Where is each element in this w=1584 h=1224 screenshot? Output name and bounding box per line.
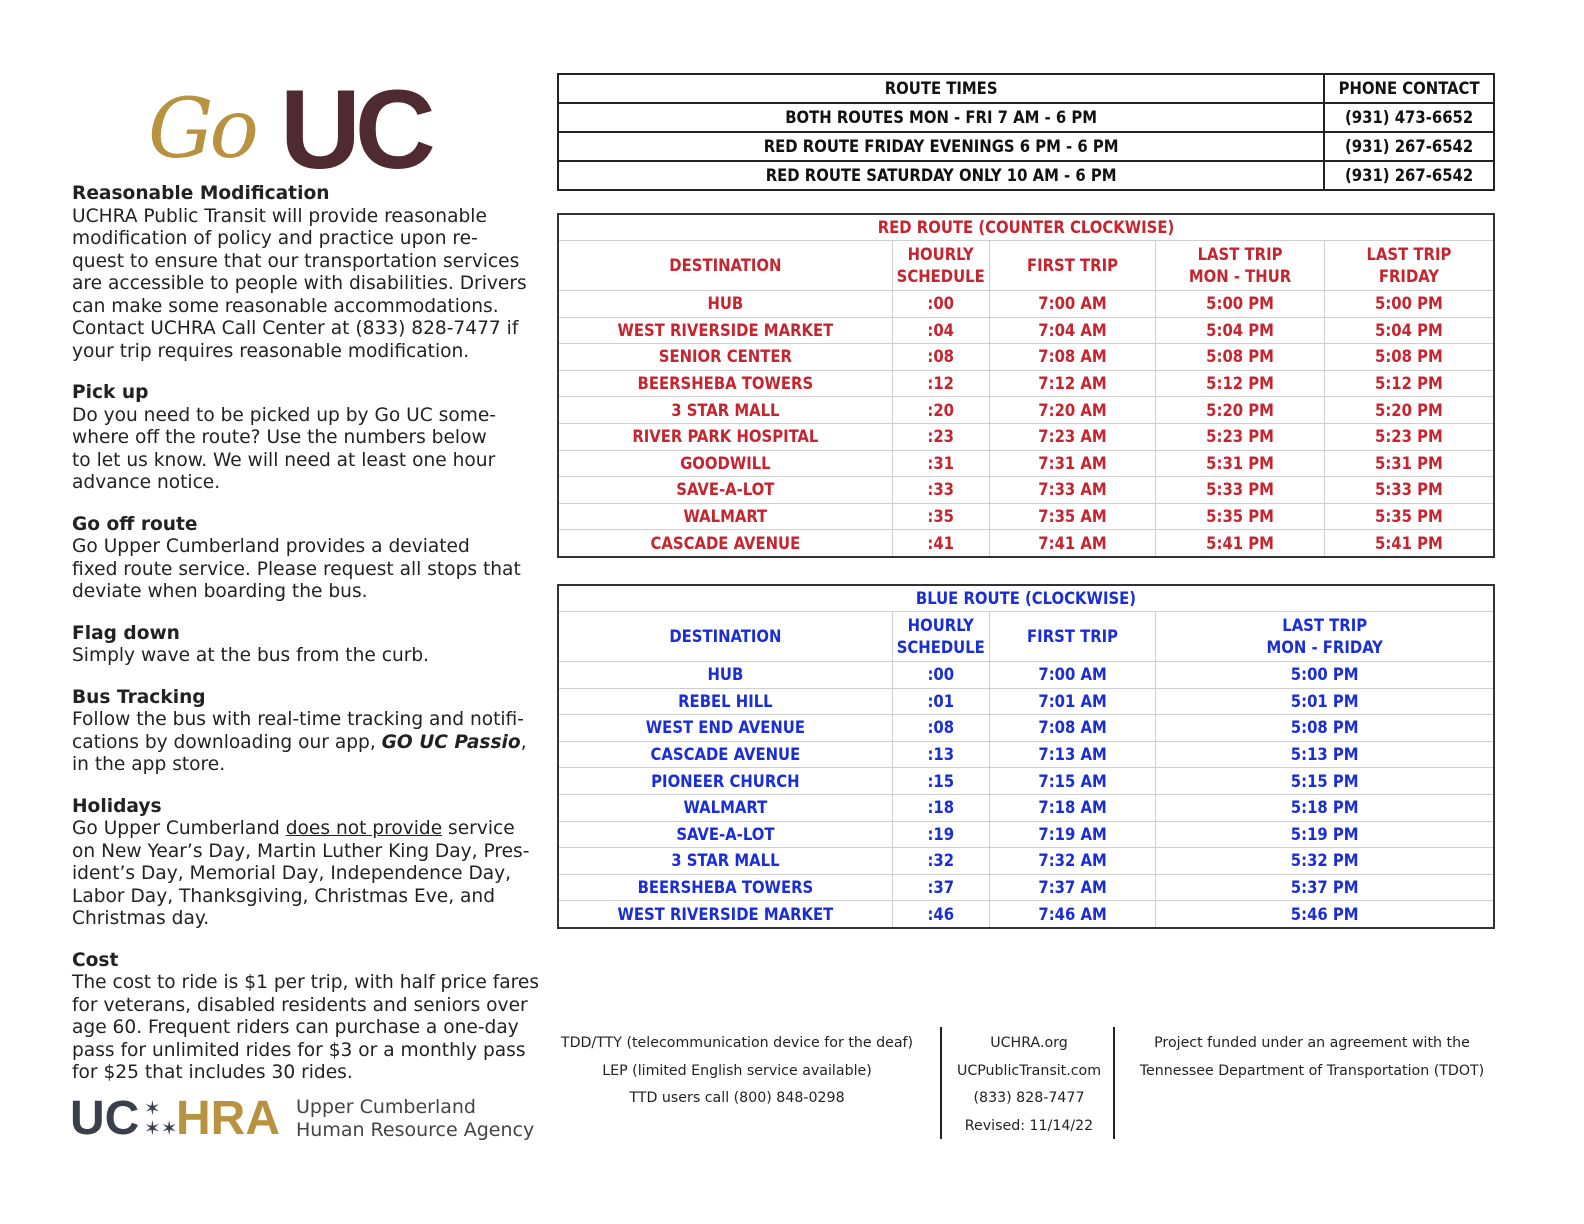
first-trip-cell: 7:33 AM	[989, 477, 1156, 504]
destination-cell: HUB	[558, 662, 892, 689]
hourly-cell: :33	[892, 477, 989, 504]
first-trip-cell: 7:37 AM	[989, 874, 1156, 901]
text-line: to let us know. We will need at least one hour	[72, 449, 496, 471]
section-title: Bus Tracking	[72, 686, 206, 708]
first-trip-cell: 7:13 AM	[989, 741, 1156, 768]
text-line: for veterans, disabled residents and seniors over	[72, 994, 528, 1016]
table-title-row	[558, 585, 1494, 612]
section-title: Reasonable Modification	[72, 183, 330, 204]
hourly-cell: :08	[892, 715, 989, 742]
header-route-times: ROUTE TIMES	[558, 74, 1324, 103]
footer-line: Project funded under an agreement with the	[1154, 1035, 1470, 1051]
last-trip-friday-cell: 5:20 PM	[1324, 397, 1494, 424]
last-trip-cell: 5:00 PM	[1156, 662, 1494, 689]
logo-uc: UC	[280, 67, 430, 192]
first-trip-cell: 7:19 AM	[989, 821, 1156, 848]
table-row	[558, 397, 1494, 424]
agency-name	[296, 1096, 534, 1142]
text-line: age 60. Frequent riders can purchase a one-day	[72, 1017, 519, 1038]
hourly-cell: :41	[892, 530, 989, 557]
section-title: Flag down	[72, 622, 180, 644]
section-title: Cost	[72, 949, 119, 971]
route-time-label: RED ROUTE SATURDAY ONLY 10 AM - 6 PM	[558, 161, 1324, 190]
header-line: HOURLY	[907, 615, 974, 635]
destination-cell: 3 STAR MALL	[558, 848, 892, 875]
text-line: Follow the bus with real-time tracking and notifi-	[72, 709, 524, 730]
header-phone-contact: PHONE CONTACT	[1324, 74, 1494, 103]
first-trip-cell: 7:15 AM	[989, 768, 1156, 795]
text-line: Contact UCHRA Call Center at (833) 828-7477 if	[72, 318, 519, 339]
footer-line: Tennessee Department of Transportation (TDOT)	[1139, 1062, 1485, 1079]
header-line: SCHEDULE	[896, 637, 985, 657]
last-trip-cell: 5:08 PM	[1156, 715, 1494, 742]
header-last-trip-friday	[1324, 241, 1494, 291]
first-trip-cell: 7:08 AM	[989, 344, 1156, 371]
destination-cell: WALMART	[558, 794, 892, 821]
hourly-cell: :00	[892, 291, 989, 318]
text-line: on New Year’s Day, Martin Luther King Day, Pres-	[72, 840, 530, 862]
table-row	[558, 530, 1494, 557]
first-trip-cell: 7:04 AM	[989, 317, 1156, 344]
gouc-logo	[148, 67, 488, 192]
table-row	[558, 794, 1494, 821]
footer-phone[interactable]: (833) 828-7477	[973, 1090, 1085, 1106]
table-row	[558, 161, 1494, 190]
section-title: Pick up	[72, 382, 149, 403]
table-row	[558, 874, 1494, 901]
footer-accessibility	[556, 1030, 918, 1113]
last-trip-cell: 5:37 PM	[1156, 874, 1494, 901]
uchra-hra: HRA	[176, 1092, 280, 1145]
header-last-trip-mon-thur	[1156, 241, 1325, 291]
destination-cell: SENIOR CENTER	[558, 344, 892, 371]
logo-go: Go	[148, 82, 255, 177]
hourly-cell: :19	[892, 821, 989, 848]
text-line: are accessible to people with disabilities. Drivers	[72, 273, 527, 294]
hourly-cell: :20	[892, 397, 989, 424]
text-line: pass for unlimited rides for $3 or a monthly pass	[72, 1039, 526, 1061]
header-hourly-schedule	[892, 241, 989, 291]
section-body	[72, 645, 542, 668]
last-trip-friday-cell: 5:35 PM	[1324, 503, 1494, 530]
header-line: LAST TRIP	[1366, 244, 1452, 264]
hourly-cell: :23	[892, 423, 989, 450]
text-line: for $25 that includes 30 rides.	[72, 1062, 353, 1083]
table-row	[558, 503, 1494, 530]
hourly-cell: :08	[892, 344, 989, 371]
first-trip-cell: 7:31 AM	[989, 450, 1156, 477]
header-line: FRIDAY	[1378, 266, 1439, 286]
table-row	[558, 291, 1494, 318]
header-first-trip: FIRST TRIP	[989, 241, 1156, 291]
first-trip-cell: 7:32 AM	[989, 848, 1156, 875]
text-line: quest to ensure that our transportation services	[72, 250, 520, 272]
table-row	[558, 741, 1494, 768]
destination-cell: 3 STAR MALL	[558, 397, 892, 424]
text-line: UCHRA Public Transit will provide reasonable	[72, 205, 487, 227]
hourly-cell: :18	[892, 794, 989, 821]
text-line: ,	[520, 731, 527, 753]
phone-number[interactable]: (931) 267-6542	[1324, 132, 1494, 161]
text-line: Go Upper Cumberland provides a deviated	[72, 536, 470, 557]
table-row	[558, 662, 1494, 689]
text-line: advance notice.	[72, 472, 221, 493]
section-bus-tracking	[72, 687, 542, 777]
destination-cell: BEERSHEBA TOWERS	[558, 874, 892, 901]
last-trip-cell: 5:01 PM	[1156, 688, 1494, 715]
uchra-logo	[70, 1094, 550, 1144]
last-trip-cell: 5:13 PM	[1156, 741, 1494, 768]
table-row	[558, 344, 1494, 371]
last-trip-friday-cell: 5:41 PM	[1324, 530, 1494, 557]
last-trip-cell: 5:23 PM	[1156, 423, 1325, 450]
last-trip-cell: 5:33 PM	[1156, 477, 1325, 504]
last-trip-cell: 5:12 PM	[1156, 370, 1325, 397]
last-trip-cell: 5:08 PM	[1156, 344, 1325, 371]
text-line: ident’s Day, Memorial Day, Independence Day,	[72, 863, 512, 884]
header-line: LAST TRIP	[1197, 244, 1283, 264]
table-row	[558, 768, 1494, 795]
route-time-label: BOTH ROUTES MON - FRI 7 AM - 6 PM	[558, 103, 1324, 132]
last-trip-cell: 5:35 PM	[1156, 503, 1325, 530]
first-trip-cell: 7:01 AM	[989, 688, 1156, 715]
app-name-link[interactable]: GO UC Passio	[381, 731, 521, 753]
last-trip-cell: 5:04 PM	[1156, 317, 1325, 344]
last-trip-cell: 5:20 PM	[1156, 397, 1325, 424]
footer-funding	[1134, 1030, 1490, 1085]
destination-cell: HUB	[558, 291, 892, 318]
table-row	[558, 477, 1494, 504]
red-route-table	[557, 213, 1495, 558]
footer-contact	[944, 1030, 1114, 1140]
hourly-cell: :37	[892, 874, 989, 901]
hourly-cell: :15	[892, 768, 989, 795]
header-hourly-schedule	[892, 612, 989, 662]
last-trip-cell: 5:41 PM	[1156, 530, 1325, 557]
section-body	[72, 536, 542, 604]
table-header-row	[558, 241, 1494, 291]
first-trip-cell: 7:00 AM	[989, 291, 1156, 318]
first-trip-cell: 7:08 AM	[989, 715, 1156, 742]
section-title: Go off route	[72, 513, 198, 535]
header-line: LAST TRIP	[1282, 615, 1368, 635]
text-line: service	[442, 818, 515, 839]
header-line: HOURLY	[907, 244, 974, 264]
last-trip-friday-cell: 5:12 PM	[1324, 370, 1494, 397]
text-line: fixed route service. Please request all stops that	[72, 558, 521, 580]
text-line: your trip requires reasonable modification.	[72, 340, 470, 362]
header-first-trip: FIRST TRIP	[989, 612, 1156, 662]
last-trip-cell: 5:46 PM	[1156, 901, 1494, 928]
website-link[interactable]: UCHRA.org	[990, 1035, 1068, 1051]
destination-cell: CASCADE AVENUE	[558, 530, 892, 557]
hourly-cell: :35	[892, 503, 989, 530]
footer-line: TTD users call (800) 848-0298	[629, 1090, 845, 1106]
section-reasonable-modification	[72, 183, 542, 363]
table-row	[558, 848, 1494, 875]
text-line: where off the route? Use the numbers below	[72, 427, 487, 448]
first-trip-cell: 7:35 AM	[989, 503, 1156, 530]
last-trip-friday-cell: 5:04 PM	[1324, 317, 1494, 344]
table-row	[558, 317, 1494, 344]
first-trip-cell: 7:41 AM	[989, 530, 1156, 557]
underlined-text: does not provide	[285, 818, 443, 839]
last-trip-friday-cell: 5:08 PM	[1324, 344, 1494, 371]
phone-number[interactable]: (931) 267-6542	[1324, 161, 1494, 190]
text-line: The cost to ride is $1 per trip, with half price fares	[72, 972, 540, 993]
table-row	[558, 423, 1494, 450]
blue-route-table	[557, 584, 1495, 929]
text-line: Do you need to be picked up by Go UC some-	[72, 404, 496, 426]
footer-divider	[1113, 1027, 1115, 1139]
table-row	[558, 688, 1494, 715]
header-line: MON - THUR	[1188, 266, 1292, 286]
table-row	[558, 132, 1494, 161]
last-trip-cell: 5:15 PM	[1156, 768, 1494, 795]
first-trip-cell: 7:20 AM	[989, 397, 1156, 424]
header-destination: DESTINATION	[558, 241, 892, 291]
destination-cell: CASCADE AVENUE	[558, 741, 892, 768]
route-times-table	[557, 73, 1495, 191]
last-trip-cell: 5:31 PM	[1156, 450, 1325, 477]
last-trip-friday-cell: 5:33 PM	[1324, 477, 1494, 504]
table-row	[558, 370, 1494, 397]
text-line: cations by downloading our app,	[72, 731, 382, 753]
last-trip-friday-cell: 5:23 PM	[1324, 423, 1494, 450]
hourly-cell: :13	[892, 741, 989, 768]
section-body	[72, 405, 542, 495]
phone-number[interactable]: (931) 473-6652	[1324, 103, 1494, 132]
footer-divider	[940, 1027, 942, 1139]
text-line: modification of policy and practice upon re-	[72, 228, 478, 249]
destination-cell: PIONEER CHURCH	[558, 768, 892, 795]
first-trip-cell: 7:00 AM	[989, 662, 1156, 689]
header-line: MON - FRIDAY	[1266, 637, 1383, 657]
destination-cell: WEST END AVENUE	[558, 715, 892, 742]
blue-route-title: BLUE ROUTE (CLOCKWISE)	[558, 585, 1494, 612]
section-body	[72, 818, 542, 931]
last-trip-cell: 5:32 PM	[1156, 848, 1494, 875]
destination-cell: WALMART	[558, 503, 892, 530]
text-line: Go Upper Cumberland	[72, 818, 286, 839]
text-line: deviate when boarding the bus.	[72, 581, 368, 602]
section-cost	[72, 950, 542, 1085]
last-trip-cell: 5:18 PM	[1156, 794, 1494, 821]
header-line: SCHEDULE	[896, 266, 985, 286]
table-row	[558, 901, 1494, 928]
hourly-cell: :31	[892, 450, 989, 477]
red-route-title: RED ROUTE (COUNTER CLOCKWISE)	[558, 214, 1494, 241]
text-line: in the app store.	[72, 754, 226, 775]
text-line: can make some reasonable accommodations.	[72, 295, 499, 317]
destination-cell: SAVE-A-LOT	[558, 477, 892, 504]
section-body	[72, 709, 542, 777]
header-destination: DESTINATION	[558, 612, 892, 662]
last-trip-cell: 5:19 PM	[1156, 821, 1494, 848]
footer-line: TDD/TTY (telecommunication device for the deaf)	[560, 1035, 914, 1051]
last-trip-friday-cell: 5:00 PM	[1324, 291, 1494, 318]
star-icon: ✶ ✶✶	[144, 1096, 178, 1140]
last-trip-cell: 5:00 PM	[1156, 291, 1325, 318]
agency-name-line: Upper Cumberland	[296, 1096, 476, 1118]
revised-date: Revised: 11/14/22	[964, 1117, 1094, 1134]
destination-cell: GOODWILL	[558, 450, 892, 477]
section-body	[72, 972, 542, 1085]
uchra-uc: UC	[70, 1092, 140, 1145]
footer-line: LEP (limited English service available)	[602, 1062, 872, 1079]
table-row	[558, 821, 1494, 848]
table-row	[558, 450, 1494, 477]
header-last-trip-mon-friday	[1156, 612, 1494, 662]
section-body	[72, 206, 542, 364]
destination-cell: SAVE-A-LOT	[558, 821, 892, 848]
section-flag-down	[72, 623, 542, 668]
hourly-cell: :00	[892, 662, 989, 689]
section-go-off-route	[72, 514, 542, 604]
hourly-cell: :01	[892, 688, 989, 715]
hourly-cell: :12	[892, 370, 989, 397]
text-line: Simply wave at the bus from the curb.	[72, 645, 430, 666]
route-time-label: RED ROUTE FRIDAY EVENINGS 6 PM - 6 PM	[558, 132, 1324, 161]
text-line: Christmas day.	[72, 908, 210, 929]
first-trip-cell: 7:46 AM	[989, 901, 1156, 928]
website-link[interactable]: UCPublicTransit.com	[956, 1062, 1102, 1079]
table-row	[558, 103, 1494, 132]
destination-cell: WEST RIVERSIDE MARKET	[558, 901, 892, 928]
text-line: Labor Day, Thanksgiving, Christmas Eve, and	[72, 885, 495, 907]
table-row	[558, 715, 1494, 742]
first-trip-cell: 7:23 AM	[989, 423, 1156, 450]
hourly-cell: :46	[892, 901, 989, 928]
agency-name-line: Human Resource Agency	[296, 1119, 535, 1141]
hourly-cell: :32	[892, 848, 989, 875]
info-column	[72, 183, 542, 1104]
hourly-cell: :04	[892, 317, 989, 344]
destination-cell: WEST RIVERSIDE MARKET	[558, 317, 892, 344]
first-trip-cell: 7:12 AM	[989, 370, 1156, 397]
table-header-row	[558, 612, 1494, 662]
table-title-row	[558, 214, 1494, 241]
destination-cell: REBEL HILL	[558, 688, 892, 715]
section-pick-up	[72, 382, 542, 495]
section-holidays	[72, 796, 542, 931]
section-title: Holidays	[72, 795, 162, 817]
last-trip-friday-cell: 5:31 PM	[1324, 450, 1494, 477]
table-header-row	[558, 74, 1494, 103]
destination-cell: BEERSHEBA TOWERS	[558, 370, 892, 397]
destination-cell: RIVER PARK HOSPITAL	[558, 423, 892, 450]
first-trip-cell: 7:18 AM	[989, 794, 1156, 821]
